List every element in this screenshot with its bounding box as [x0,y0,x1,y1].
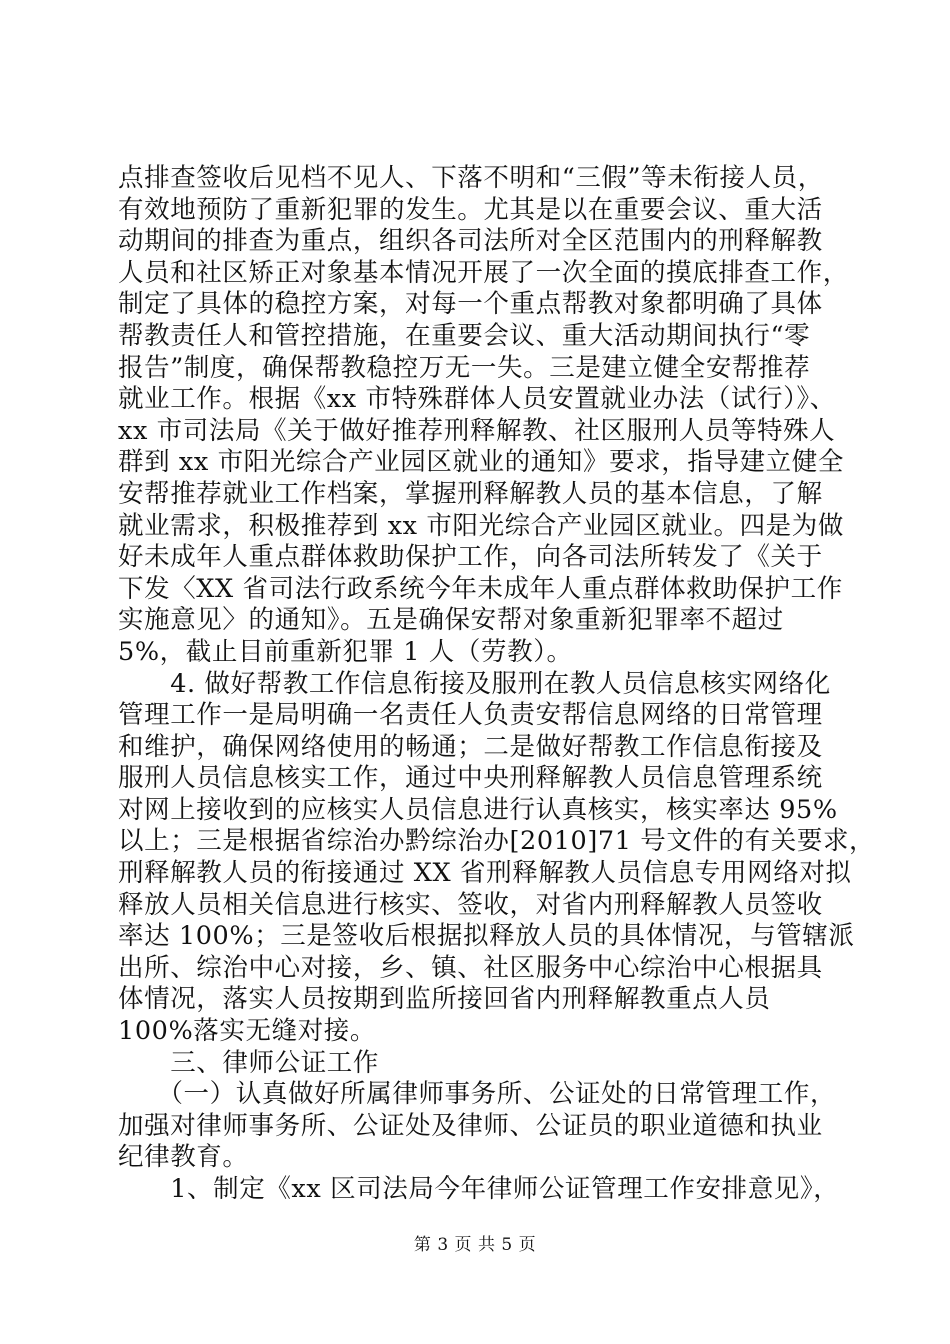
text-line: 点排查签收后见档不见人、下落不明和“三假”等未衔接人员， [118,163,824,193]
text-line: 好未成年人重点群体救助保护工作，向各司法所转发了《关于 [118,542,823,573]
text-line: 有效地预防了重新犯罪的发生。尤其是以在重要会议、重大活 [118,194,823,225]
section-heading: 三、律师公证工作 [118,1047,380,1078]
text-line: 体情况，落实人员按期到监所接回省内刑释解教重点人员 [118,984,771,1015]
text-line: 5%，截止目前重新犯罪 1 人（劳教）。 [118,636,573,667]
text-line: 出所、综治中心对接，乡、镇、社区服务中心综治中心根据具 [118,952,823,983]
text-line: （一）认真做好所属律师事务所、公证处的日常管理工作， [118,1079,837,1110]
text-line: 动期间的排查为重点，组织各司法所对全区范围内的刑释解教 [118,226,823,257]
text-line: 100%落实无缝对接。 [118,1016,377,1047]
document-body [118,163,876,1206]
text-line: 率达 100%；三是签收后根据拟释放人员的具体情况，与管辖派 [118,921,855,952]
text-line: xx 市司法局《关于做好推荐刑释解教、社区服刑人员等特殊人 [118,415,836,446]
text-line: 帮教责任人和管控措施，在重要会议、重大活动期间执行“零 [118,320,811,351]
text-line: 制定了具体的稳控方案，对每一个重点帮教对象都明确了具体 [118,289,823,320]
text-line: 就业工作。根据《xx 市特殊群体人员安置就业办法（试行）》、 [118,384,836,415]
text-line: 管理工作一是局明确一名责任人负责安帮信息网络的日常管理 [118,700,823,731]
text-line: 和维护，确保网络使用的畅通；二是做好帮教工作信息衔接及 [118,731,823,762]
text-line: 下发〈XX 省司法行政系统今年未成年人重点群体救助保护工作 [118,573,843,604]
page-number-footer: 第 3 页 共 5 页 [413,1235,537,1255]
text-line: 释放人员相关信息进行核实、签收，对省内刑释解教人员签收 [118,889,823,920]
text-line: 人员和社区矫正对象基本情况开展了一次全面的摸底排查工作， [118,257,849,288]
text-line: 实施意见〉的通知》。五是确保安帮对象重新犯罪率不超过 [118,605,784,636]
text-line: 4. 做好帮教工作信息衔接及服刑在教人员信息核实网络化 [118,668,831,699]
text-line: 安帮推荐就业工作档案，掌握刑释解教人员的基本信息，了解 [118,478,823,509]
text-line: 对网上接收到的应核实人员信息进行认真核实，核实率达 95% [118,794,838,825]
text-line: 纪律教育。 [118,1142,249,1173]
text-line: 群到 xx 市阳光综合产业园区就业的通知》要求，指导建立健全 [118,447,844,478]
text-line: 1、制定《xx 区司法局今年律师公证管理工作安排意见》， [118,1174,840,1204]
text-line: 服刑人员信息核实工作，通过中央刑释解教人员信息管理系统 [118,763,823,794]
text-line: 加强对律师事务所、公证处及律师、公证员的职业道德和执业 [118,1110,823,1141]
text-line: 刑释解教人员的衔接通过 XX 省刑释解教人员信息专用网络对拟 [118,858,852,889]
text-line: 报告”制度，确保帮教稳控万无一失。三是建立健全安帮推荐 [118,352,811,383]
text-line: 以上；三是根据省综治办黔综治办[2010]71 号文件的有关要求， [118,826,876,857]
text-line: 就业需求，积极推荐到 xx 市阳光综合产业园区就业。四是为做 [118,510,844,541]
